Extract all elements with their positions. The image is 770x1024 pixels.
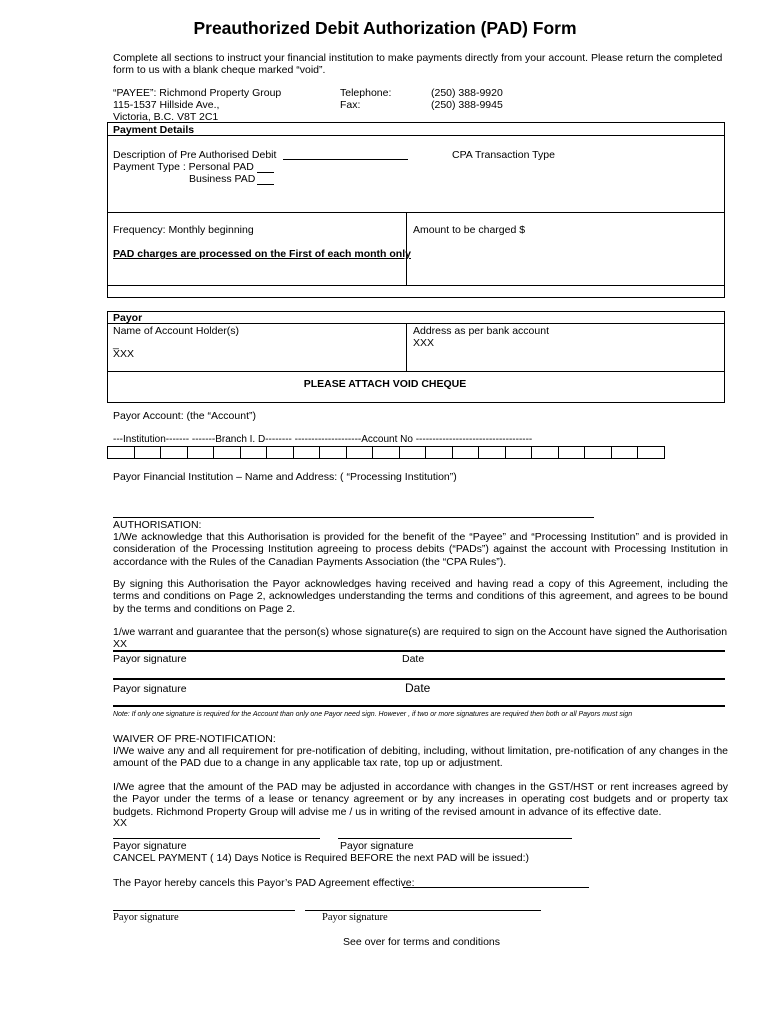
- bank-address-label: Address as per bank account: [413, 325, 549, 337]
- signature-note: Note: If only one signature is required for the Account than only one Payor need sign. However , if two or more signatures are required then both or all Payors must sign: [113, 711, 633, 718]
- cancel-effective-date-field[interactable]: [403, 887, 589, 888]
- signature-line-right[interactable]: [305, 910, 541, 911]
- account-digit-cell[interactable]: [611, 446, 639, 459]
- account-digit-cell[interactable]: [213, 446, 241, 459]
- footer-text: See over for terms and conditions: [343, 936, 500, 948]
- cancel-payment-heading: CANCEL PAYMENT ( 14) Days Notice is Required BEFORE the next PAD will be issued:): [113, 852, 530, 864]
- divider: [107, 323, 725, 324]
- financial-institution-label: Payor Financial Institution – Name and Address: ( “Processing Institution”): [113, 471, 457, 483]
- fax-value: (250) 388-9945: [431, 99, 503, 111]
- account-digit-cell[interactable]: [637, 446, 665, 459]
- payment-type-label: Payment Type : Personal PAD: [113, 161, 254, 173]
- account-digit-cell[interactable]: [558, 446, 586, 459]
- payor-signature-label: Payor signature: [113, 683, 187, 695]
- payor-signature-label: Payor signature: [113, 840, 187, 852]
- account-digit-cell[interactable]: [107, 446, 135, 459]
- signature-line-1[interactable]: [113, 650, 725, 652]
- description-label: Description of Pre Authorised Debit: [113, 149, 277, 161]
- signature-line-right[interactable]: [338, 838, 572, 839]
- authorisation-paragraph-3: 1/we warrant and guarantee that the person(s) whose signature(s) are required to sign on the Account have signed the Authorisation: [113, 626, 728, 638]
- payment-details-heading: Payment Details: [113, 124, 195, 136]
- account-digit-cell[interactable]: [346, 446, 374, 459]
- date-label: Date: [402, 653, 425, 665]
- waiver-heading: WAIVER OF PRE-NOTIFICATION:: [113, 733, 276, 745]
- waiver-initials: XX: [113, 817, 128, 829]
- pad-processing-note: PAD charges are processed on the First of each month only: [113, 248, 411, 260]
- authorisation-heading: AUTHORISATION:: [113, 519, 202, 531]
- cpa-transaction-label: CPA Transaction Type: [452, 149, 555, 161]
- account-fields-header: ---Institution------- -------Branch I. D-------- --------------------Account No -----------------------------------: [113, 434, 533, 445]
- payor-signature-label: Payor signature: [340, 840, 414, 852]
- account-digit-cell[interactable]: [478, 446, 506, 459]
- account-holder-label: Name of Account Holder(s): [113, 325, 240, 337]
- account-digit-cell[interactable]: [399, 446, 427, 459]
- signature-line-2[interactable]: [113, 678, 725, 680]
- payor-signature-label: Payor signature: [113, 653, 187, 665]
- frequency-label: Frequency: Monthly beginning: [113, 224, 254, 236]
- institution-address-line[interactable]: [113, 517, 594, 518]
- date-label: Date: [405, 681, 431, 695]
- amount-label: Amount to be charged $: [413, 224, 526, 236]
- signature-line-left[interactable]: [113, 910, 295, 911]
- account-digit-cell[interactable]: [240, 446, 268, 459]
- divider: [113, 705, 725, 707]
- fax-label: Fax:: [340, 99, 361, 111]
- payor-signature-label: Payor signature: [322, 912, 388, 923]
- authorisation-paragraph-2: By signing this Authorisation the Payor acknowledges having received and having read a copy of this Agreement, including the terms and conditions on Page 2, acknowledges understanding the terms and conditions of this agreement, and agrees to be bound by the terms and conditions on Page 2.: [113, 578, 728, 615]
- divider: [107, 135, 725, 136]
- personal-pad-field[interactable]: [257, 172, 274, 173]
- bank-address-value[interactable]: XXX: [413, 337, 435, 349]
- payor-account-label: Payor Account: (the “Account”): [113, 410, 256, 422]
- account-holder-dash: _: [113, 338, 119, 350]
- account-digit-cell[interactable]: [531, 446, 559, 459]
- waiver-paragraph-1: I/We waive any and all requirement for pre-notification of debiting, including, without limitation, pre-notification of any changes in the amount of the PAD due to a change in any applicable tax rate, top up or adjustment.: [113, 745, 728, 770]
- account-digit-cell[interactable]: [266, 446, 294, 459]
- divider: [107, 212, 725, 213]
- description-field[interactable]: [283, 159, 408, 160]
- authorisation-paragraph-1: 1/We acknowledge that this Authorisation is provided for the benefit of the “Payee” and “Processing Institution” and is provided in consideration of the Processing Institution agreeing to process debits (“PADs”) against the account with Processing Institution in accordance with the Rules of the Canadian Payments Association (the “CPA Rules”).: [113, 531, 728, 568]
- payee-name: “PAYEE”: Richmond Property Group: [113, 87, 282, 99]
- telephone-label: Telephone:: [340, 87, 392, 99]
- payee-city-line: Victoria, B.C. V8T 2C1: [113, 111, 219, 123]
- divider: [107, 285, 725, 286]
- payor-signature-label: Payor signature: [113, 912, 179, 923]
- waiver-paragraph-2: I/We agree that the amount of the PAD may be adjusted in accordance with changes in the GST/HST or rent increases agreed by the Payor under the terms of a lease or tenancy agreement or by any increases in operating cost budgets and or property tax budgets. Richmond Property Group will advise me / us in writing of the revised amount in advance of its effective date.: [113, 781, 728, 818]
- telephone-value: (250) 388-9920: [431, 87, 503, 99]
- account-digit-cell[interactable]: [160, 446, 188, 459]
- account-digit-cell[interactable]: [187, 446, 215, 459]
- account-digit-cell[interactable]: [425, 446, 453, 459]
- account-digit-cell[interactable]: [584, 446, 612, 459]
- account-digit-cell[interactable]: [505, 446, 533, 459]
- cancel-effective-label: The Payor hereby cancels this Payor’s PAD Agreement effective:: [113, 877, 415, 889]
- attach-void-cheque: PLEASE ATTACH VOID CHEQUE: [303, 378, 467, 390]
- account-holder-value[interactable]: XXX: [113, 348, 135, 360]
- divider: [406, 323, 407, 371]
- intro-text: Complete all sections to instruct your financial institution to make payments directly from your account. Please return the completed form to us with a blank cheque marked “void”.: [113, 52, 723, 77]
- business-pad-field[interactable]: [257, 184, 274, 185]
- business-pad-label: Business PAD: [189, 173, 256, 185]
- account-digit-cell[interactable]: [452, 446, 480, 459]
- payor-heading: Payor: [113, 312, 143, 324]
- account-digit-cell[interactable]: [319, 446, 347, 459]
- account-digit-cell[interactable]: [293, 446, 321, 459]
- form-title: Preauthorized Debit Authorization (PAD) Form: [193, 18, 577, 38]
- account-digit-cell[interactable]: [372, 446, 400, 459]
- payee-address-line: 115-1537 Hillside Ave.,: [113, 99, 220, 111]
- divider: [107, 371, 725, 372]
- signature-line-left[interactable]: [113, 838, 320, 839]
- account-digit-cell[interactable]: [134, 446, 162, 459]
- authorisation-initials: XX: [113, 638, 128, 650]
